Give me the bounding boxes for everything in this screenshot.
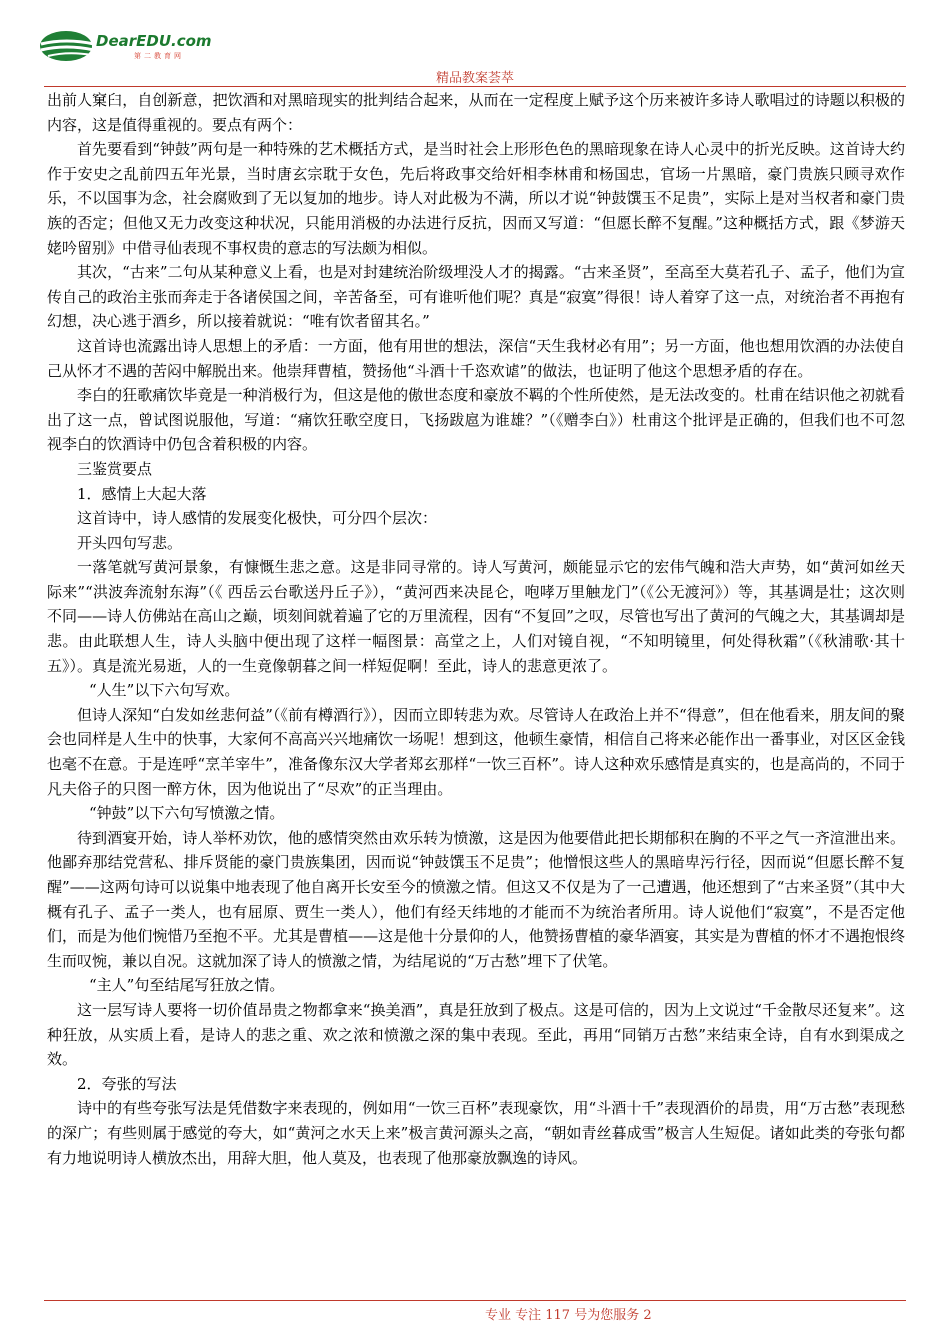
paragraph: 一落笔就写黄河景象，有慷慨生悲之意。这是非同寻常的。诗人写黄河，颇能显示它的宏伟气魄和浩大声势，如“黄河如丝天际来”“洪波奔流射东海”（《 西岳云台歌送丹丘子》），“黄河西来决昆仑，咆哮万里触龙门”（《公无渡河》）等，其基调是壮；这次则不同——诗人仿佛站在高山之巅，顷刻间就着遍了它的万里流程，因有“不复回”之叹，尽管也写出了黄河的气魄之大，其基调却是悲。由此联想人生，诗人头脑中便出现了这样一幅图景：高堂之上，人们对镜自视，“不知明镜里，何处得秋霜”（《秋浦歌·其十五》）。真是流光易逝，人的一生竟像朝暮之间一样短促啊！至此，诗人的悲意更浓了。 [47, 558, 905, 675]
paragraph: 待到酒宴开始，诗人举杯劝饮，他的感情突然由欢乐转为愤激，这是因为他要借此把长期郁积在胸的不平之气一齐渲泄出来。他鄙弃那结党营私、排斥贤能的豪门贵族集团，因而说“钟鼓馔玉不足贵”；他憎恨这些人的黑暗卑污行径，因而说“但愿长醉不复醒”——这两句诗可以说集中地表现了他自离开长安至今的愤激之情。但这又不仅是为了一己遭遇，他还想到了“古来圣贤”（其中大概有孔子、孟子一类人，也有屈原、贾生一类人），他们有经天纬地的才能而不为统治者所用。诗人说他们“寂寞”，不是否定他们，而是为他们惋惜乃至抱不平。尤其是曹植——这是他十分景仰的人，他赞扬曹植的豪华酒宴，其实是为曹植的怀才不遇抱恨终生而叹惋，兼以自况。这就加深了诗人的愤激之情，为结尾说的“万古愁”埋下了伏笔。 [47, 828, 905, 970]
logo-subtitle: 第二教育网 [134, 52, 184, 60]
subsection-heading: 2．夸张的写法 [77, 1074, 177, 1093]
paragraph: 这一层写诗人要将一切价值昂贵之物都拿来“换美酒”，真是狂放到了极点。这是可信的，因为上文说过“千金散尽还复来”。这种狂放，从实质上看，是诗人的悲之重、欢之浓和愤激之深的集中表现。至此，再用“同销万古愁”来结束全诗，自有水到渠成之效。 [47, 1000, 905, 1069]
site-logo [38, 24, 228, 70]
footer-divider [44, 1300, 906, 1301]
paragraph: 诗中的有些夸张写法是凭借数字来表现的，例如用“一饮三百杯”表现豪饮，用“斗酒十千”表现酒价的昂贵，用“万古愁”表现愁的深广；有些则属于感觉的夸大，如“黄河之水天上来”极言黄河源头之高，“朝如青丝暮成雪”极言人生短促。诸如此类的夸张句都有力地说明诗人横放杰出，用辞大胆，他人莫及，也表现了他那豪放飘逸的诗风。 [47, 1099, 905, 1167]
section-heading: 三鉴赏要点 [77, 459, 153, 478]
paragraph: 出前人窠臼，自创新意，把饮酒和对黑暗现实的批判结合起来，从而在一定程度上赋予这个历来被许多诗人歌唱过的诗题以积极的内容，这是值得重视的。要点有两个： [47, 91, 905, 134]
level-heading: 开头四句写悲。 [77, 533, 183, 552]
level-heading: “人生”以下六句写欢。 [89, 681, 240, 700]
subsection-heading: 1．感情上大起大落 [77, 484, 207, 503]
document-body [47, 88, 905, 1170]
paragraph: 这首诗中，诗人感情的发展变化极快，可分四个层次： [77, 509, 438, 528]
level-heading: “主人”句至结尾写狂放之情。 [89, 976, 285, 995]
paragraph: 李白的狂歌痛饮毕竟是一种消极行为，但这是他的傲世态度和豪放不羁的个性所使然，是无法改变的。杜甫在结识他之初就看出了这一点，曾试图说服他，写道：“痛饮狂歌空度日，飞扬跋扈为谁雄？”（《赠李白》）杜甫这个批评是正确的，但我们也不可忽视李白的饮酒诗中仍包含着积极的内容。 [47, 386, 905, 454]
header-divider [44, 86, 906, 87]
paragraph: 其次，“古来”二句从某种意义上看，也是对封建统治阶级埋没人才的揭露。“古来圣贤”，至高至大莫若孔子、孟子，他们为宣传自己的政治主张而奔走于各诸侯国之间，辛苦备至，可有谁听他们呢？真是“寂寞”得很！诗人着穿了这一点，对统治者不再抱有幻想，决心逃于酒乡，所以接着就说：“唯有饮者留其名。” [47, 263, 905, 331]
paragraph: 首先要看到“钟鼓”两句是一种特殊的艺术概括方式，是当时社会上形形色色的黑暗现象在诗人心灵中的折光反映。这首诗大约作于安史之乱前四五年光景，当时唐玄宗耽于女色，先后将政事交给奸相李林甫和杨国忠，官场一片黑暗，豪门贵族只顾寻欢作乐，不以国事为念，社会腐败到了无以复加的地步。诗人对此极为不满，所以才说“钟鼓馔玉不足贵”，实际上是对当权者和豪门贵族的否定；但他又无力改变这种状况，只能用消极的办法进行反抗，因而又写道：“但愿长醉不复醒。”这种概括方式，跟《梦游天姥吟留别》中借寻仙表现不事权贵的意志的写法颇为相似。 [47, 140, 905, 257]
logo-swoosh-icon [38, 24, 98, 70]
logo-text: DearEDU.com [96, 32, 212, 50]
level-heading: “钟鼓”以下六句写愤激之情。 [89, 804, 285, 823]
header-title: 精品教案荟萃 [435, 71, 514, 86]
footer-text: 专业 专注 117 号为您服务 2 [485, 1308, 652, 1323]
paragraph: 这首诗也流露出诗人思想上的矛盾：一方面，他有用世的想法，深信“天生我材必有用”；另一方面，他也想用饮酒的办法使自己从怀才不遇的苦闷中解脱出来。他崇拜曹植，赞扬他“斗酒十千恣欢谑”的做法，也证明了他这个思想矛盾的存在。 [47, 336, 905, 380]
paragraph: 但诗人深知“白发如丝悲何益”（《前有樽酒行》），因而立即转悲为欢。尽管诗人在政治上并不“得意”，但在他看来，朋友间的聚会也同样是人生中的快事，大家何不高高兴兴地痛饮一场呢！想到这，他顿生豪情，相信自己将来必能作出一番事业，对区区金钱也毫不在意。于是连呼“烹羊宰牛”，准备像东汉大学者郑玄那样“一饮三百杯”。诗人这种欢乐感情是真实的，也是高尚的，不同于凡夫俗子的只图一醉方休，因为他说出了“尽欢”的正当理由。 [47, 705, 905, 798]
